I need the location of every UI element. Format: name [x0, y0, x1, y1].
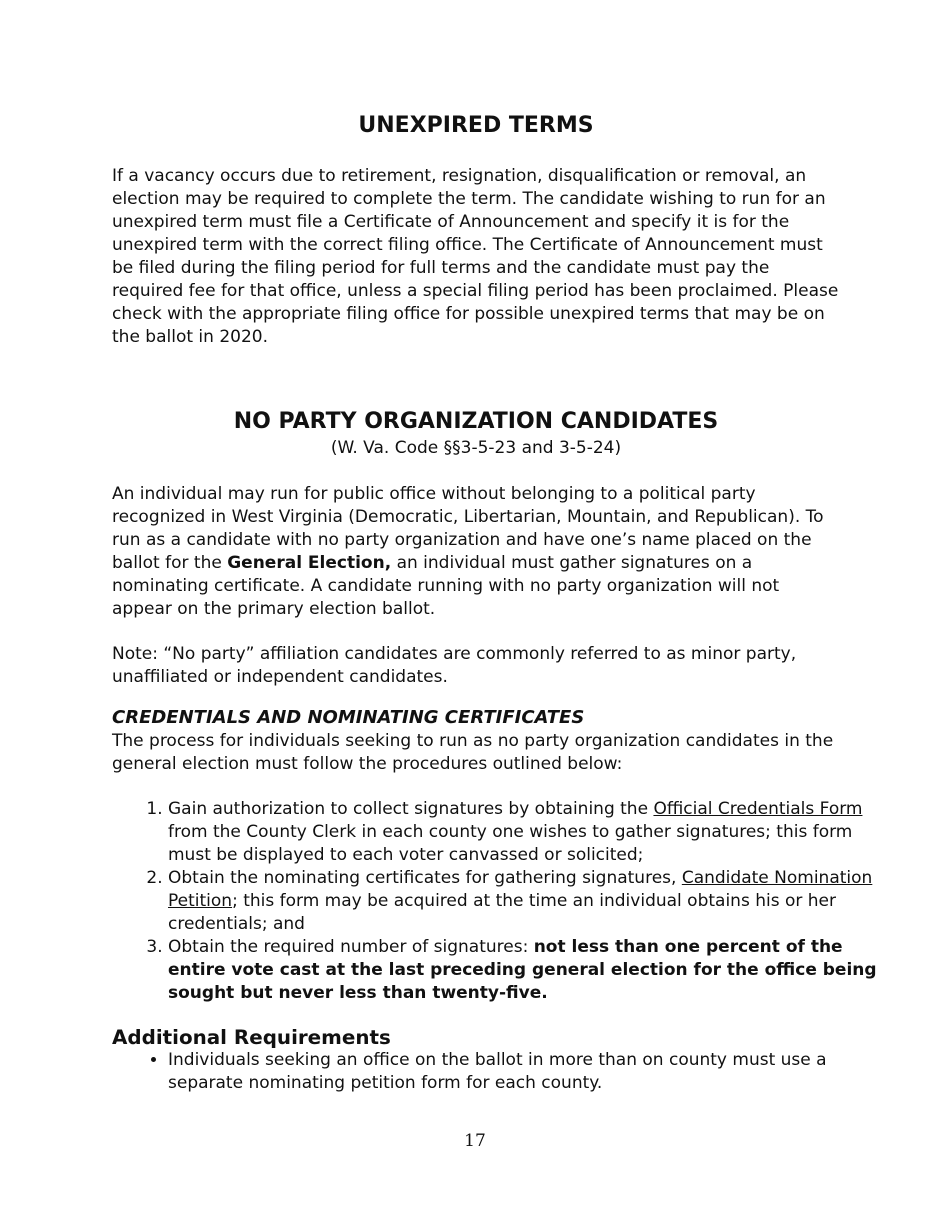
step-item-3: [168, 936, 896, 1005]
step1-text: Gain authorization to collect signatures by obtaining the: [168, 799, 654, 819]
additional-requirements-list: [112, 1049, 896, 1095]
step2-text: Obtain the nominating certificates for gathering signatures,: [168, 868, 682, 888]
credentials-intro: The process for individuals seeking to run as no party organization candidates in the general election must follow the procedures outlined below:: [112, 731, 834, 774]
additional-requirements-heading: Additional Requirements: [112, 1026, 391, 1049]
code-citation: (W. Va. Code §§3-5-23 and 3-5-24): [330, 438, 622, 458]
step-item-2: [168, 867, 896, 936]
step3-text: Obtain the required number of signatures:: [168, 937, 534, 957]
credentials-heading: CREDENTIALS AND NOMINATING CERTIFICATES: [112, 707, 585, 728]
step3-bold-requirement: not less than one percent of the entire vote cast at the last preceding general election for the office being sought but never less than twenty-five.: [168, 937, 877, 1003]
no-party-body-part1: An individual may run for public office without belonging to a political party recognized in West Virginia (Democratic, Libertarian, Mountain, and Republican). To run as a candidate with no party organization and have one’s name placed on the ballot for the: [112, 484, 824, 573]
no-party-title: NO PARTY ORGANIZATION CANDIDATES: [233, 409, 719, 434]
requirement-item: • Individuals seeking an office on the ballot in more than on county must use a separate nominating petition form for each county.: [168, 1049, 896, 1095]
step1-text-end: from the County Clerk in each county one wishes to gather signatures; this form must be displayed to each voter canvassed or solicited;: [168, 822, 853, 865]
step2-text-end: ; this form may be acquired at the time an individual obtains his or her credentials; and: [168, 891, 836, 934]
no-party-body-part2: an individual must gather signatures on a nominating certificate. A candidate running with no party organization will not appear on the primary election ballot.: [112, 553, 780, 619]
procedure-steps-list: [112, 798, 896, 1005]
official-credentials-form-link[interactable]: Official Credentials Form: [653, 799, 863, 819]
unexpired-terms-body: If a vacancy occurs due to retirement, resignation, disqualification or removal, an election may be required to complete the term. The candidate wishing to run for an unexpired term must file a Certificate of Announcement and specify it is for the unexpired term with the correct filing office. The Certificate of Announcement must be filed during the filing period for full terms and the candidate must pay the required fee for that office, unless a special filing period has been proclaimed. Please check with the appropriate filing office for possible unexpired terms that may be on the ballot in 2020.: [112, 166, 839, 347]
unexpired-terms-title: UNEXPIRED TERMS: [358, 113, 594, 138]
page-number: 17: [464, 1131, 486, 1151]
general-election-bold: General Election,: [227, 553, 392, 573]
step-item-1: [168, 798, 896, 867]
no-party-body: [112, 483, 840, 621]
candidate-nomination-petition-link[interactable]: Candidate Nomination Petition: [168, 868, 873, 911]
no-party-note: Note: “No party” affiliation candidates are commonly referred to as minor party, unaffiliated or independent candidates.: [112, 644, 797, 687]
